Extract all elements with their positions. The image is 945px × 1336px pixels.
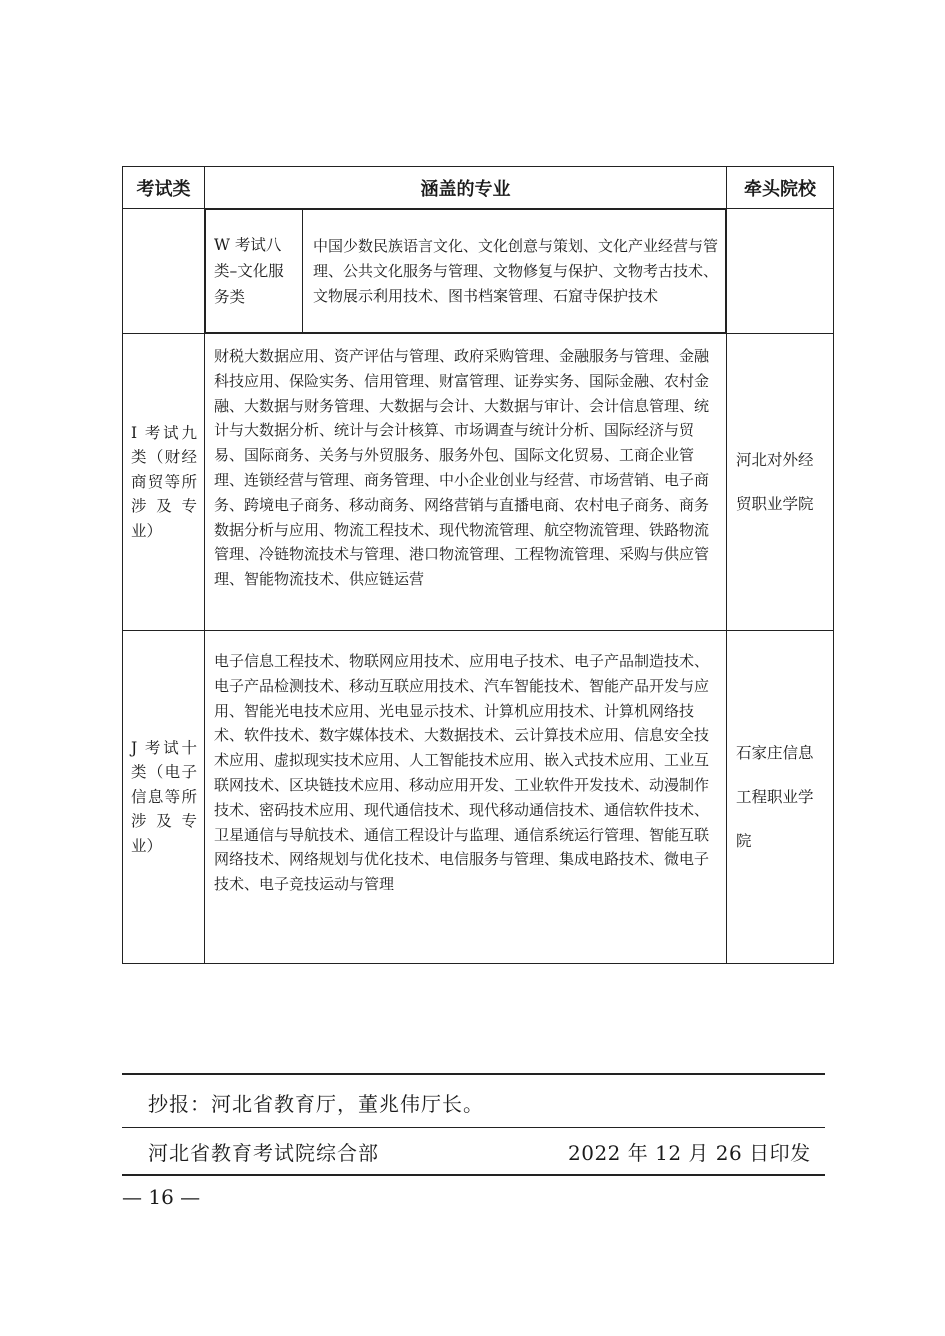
issuer: 河北省教育考试院综合部 bbox=[148, 1141, 379, 1165]
table-row bbox=[123, 334, 834, 631]
school-name: 石家庄信息工程职业学院 bbox=[727, 631, 834, 964]
majors-table bbox=[122, 166, 834, 964]
header-category: 考试类 bbox=[123, 167, 205, 209]
footer-rule-top bbox=[122, 1073, 825, 1075]
majors-text: 中国少数民族语言文化、文化创意与策划、文化产业经营与管理、公共文化服务与管理、文物修复与保护、文物考古技术、文物展示利用技术、图书档案管理、石窟寺保护技术 bbox=[303, 210, 726, 333]
school-name: 河北对外经贸职业学院 bbox=[727, 334, 834, 631]
footer-rule-middle bbox=[122, 1127, 825, 1128]
sub-category-label: W 考试八类–文化服务类 bbox=[206, 210, 303, 333]
school-cell-empty bbox=[727, 209, 834, 334]
footer-rule-bottom bbox=[122, 1174, 825, 1176]
category-cell-empty bbox=[123, 209, 205, 334]
majors-text: 电子信息工程技术、物联网应用技术、应用电子技术、电子产品制造技术、电子产品检测技术、移动互联应用技术、汽车智能技术、智能产品开发与应用、智能光电技术应用、光电显示技术、计算机应用技术、计算机网络技术、软件技术、数字媒体技术、大数据技术、云计算技术应用、信息安全技术应用、虚拟现实技术应用、人工智能技术应用、嵌入式技术应用、工业互联网技术、区块链技术应用、移动应用开发、工业软件开发技术、动漫制作技术、密码技术应用、现代通信技术、现代移动通信技术、通信软件技术、卫星通信与导航技术、通信工程设计与监理、通信系统运行管理、智能互联网络技术、网络规划与优化技术、电信服务与管理、集成电路技术、微电子技术、电子竞技运动与管理 bbox=[205, 631, 727, 964]
page-number: — 16 — bbox=[122, 1185, 201, 1209]
majors-text: 财税大数据应用、资产评估与管理、政府采购管理、金融服务与管理、金融科技应用、保险实务、信用管理、财富管理、证券实务、国际金融、农村金融、大数据与财务管理、大数据与会计、大数据与审计、会计信息管理、统计与大数据分析、统计与会计核算、市场调查与统计分析、国际经济与贸易、国际商务、关务与外贸服务、服务外包、国际文化贸易、工商企业管理、连锁经营与管理、商务管理、中小企业创业与经营、市场营销、电子商务、跨境电子商务、移动商务、网络营销与直播电商、农村电子商务、商务数据分析与应用、物流工程技术、现代物流管理、航空物流管理、铁路物流管理、冷链物流技术与管理、港口物流管理、工程物流管理、采购与供应管理、智能物流技术、供应链运营 bbox=[205, 334, 727, 631]
issue-date: 2022 年 12 月 26 日印发 bbox=[568, 1141, 811, 1165]
table-row bbox=[123, 209, 834, 334]
sub-category-table bbox=[205, 209, 726, 333]
header-school: 牵头院校 bbox=[727, 167, 834, 209]
category-label: I 考试九类（财经商贸等所涉及专业） bbox=[123, 334, 205, 631]
nested-cell bbox=[205, 209, 727, 334]
header-majors: 涵盖的专业 bbox=[205, 167, 727, 209]
table-header-row bbox=[123, 167, 834, 209]
cc-line: 抄报：河北省教育厅，董兆伟厅长。 bbox=[148, 1092, 484, 1116]
table-row bbox=[123, 631, 834, 964]
category-label: J 考试十类（电子信息等所涉及专业） bbox=[123, 631, 205, 964]
